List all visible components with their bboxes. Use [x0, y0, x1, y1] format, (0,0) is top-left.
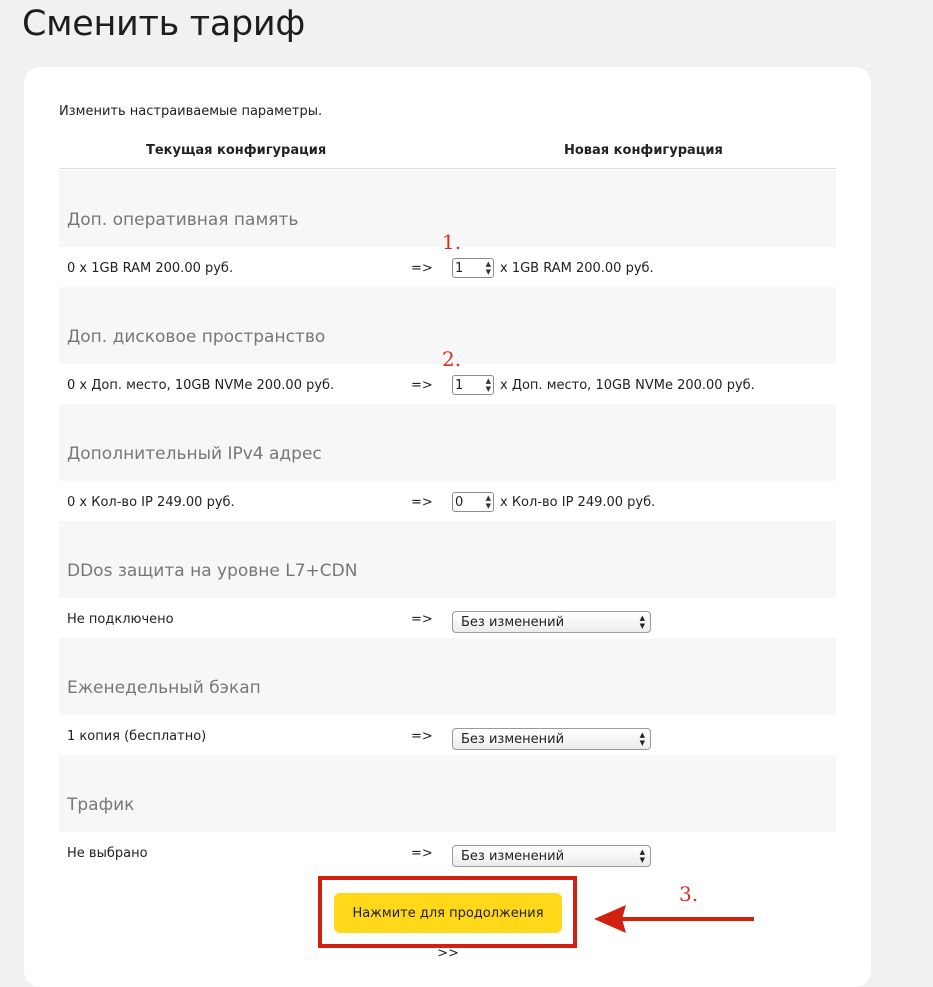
current-value: Не выбрано	[67, 846, 148, 861]
section-ram	[59, 170, 836, 287]
section-band	[59, 755, 836, 832]
select-arrows-icon: ▲ ▼	[639, 614, 645, 630]
section-title: Доп. оперативная память	[67, 210, 299, 230]
quantity-suffix: x Кол-во IP 249.00 руб.	[500, 494, 656, 510]
new-config-control	[452, 492, 655, 512]
section-backup	[59, 638, 836, 755]
section-band	[59, 404, 836, 481]
current-value: 0 x Кол-во IP 249.00 руб.	[67, 495, 235, 510]
ddos-select[interactable]	[452, 611, 651, 633]
column-header-current: Текущая конфигурация	[146, 143, 327, 158]
traffic-select[interactable]	[452, 845, 651, 867]
header-divider	[59, 168, 836, 169]
arrow-text: =>	[411, 729, 433, 744]
section-band	[59, 638, 836, 715]
stepper-arrows-icon[interactable]: ▲ ▼	[485, 494, 491, 510]
stepper-value: 0	[455, 495, 464, 510]
section-title: DDos защита на уровне L7+CDN	[67, 561, 358, 581]
section-band	[59, 521, 836, 598]
section-disk	[59, 287, 836, 404]
new-config-control	[452, 843, 651, 865]
new-config-control	[452, 609, 651, 631]
stepper-arrows-icon[interactable]: ▲ ▼	[485, 377, 491, 393]
section-title: Еженедельный бэкап	[67, 678, 261, 698]
column-header-new: Новая конфигурация	[564, 143, 723, 158]
current-value: 0 x Доп. место, 10GB NVMe 200.00 руб.	[67, 378, 335, 393]
new-config-control	[452, 375, 755, 395]
red-arrow-icon	[592, 902, 757, 940]
section-ipv4	[59, 404, 836, 521]
current-value: Не подключено	[67, 612, 174, 627]
backup-select[interactable]	[452, 728, 651, 750]
section-traffic	[59, 755, 836, 872]
annotation-step-3: 3.	[679, 882, 699, 906]
disk-quantity-stepper[interactable]	[452, 375, 494, 395]
ram-quantity-stepper[interactable]	[452, 258, 494, 278]
arrow-text: =>	[411, 495, 433, 510]
current-value: 0 x 1GB RAM 200.00 руб.	[67, 261, 234, 276]
page-title: Сменить тариф	[22, 4, 305, 44]
intro-text: Изменить настраиваемые параметры.	[59, 104, 323, 119]
new-config-control	[452, 726, 651, 748]
section-ddos	[59, 521, 836, 638]
continue-button[interactable]: Нажмите для продолжения >>	[334, 893, 562, 933]
arrow-text: =>	[411, 846, 433, 861]
select-value: Без изменений	[461, 615, 565, 630]
change-plan-card	[24, 67, 871, 987]
stepper-value: 1	[455, 378, 464, 393]
section-title: Трафик	[67, 795, 135, 815]
section-title: Дополнительный IPv4 адрес	[67, 444, 322, 464]
new-config-control	[452, 258, 654, 278]
select-value: Без изменений	[461, 849, 565, 864]
quantity-suffix: x 1GB RAM 200.00 руб.	[500, 260, 654, 276]
arrow-text: =>	[411, 261, 433, 276]
stepper-value: 1	[455, 261, 464, 276]
arrow-text: =>	[411, 612, 433, 627]
stepper-arrows-icon[interactable]: ▲ ▼	[485, 260, 491, 276]
current-value: 1 копия (бесплатно)	[67, 729, 207, 744]
annotation-step-1: 1.	[442, 230, 462, 254]
quantity-suffix: x Доп. место, 10GB NVMe 200.00 руб.	[500, 377, 755, 393]
select-arrows-icon: ▲ ▼	[639, 731, 645, 747]
section-title: Доп. дисковое пространство	[67, 327, 326, 347]
ip-quantity-stepper[interactable]	[452, 492, 494, 512]
select-value: Без изменений	[461, 732, 565, 747]
arrow-text: =>	[411, 378, 433, 393]
select-arrows-icon: ▲ ▼	[639, 848, 645, 864]
annotation-step-2: 2.	[442, 347, 462, 371]
